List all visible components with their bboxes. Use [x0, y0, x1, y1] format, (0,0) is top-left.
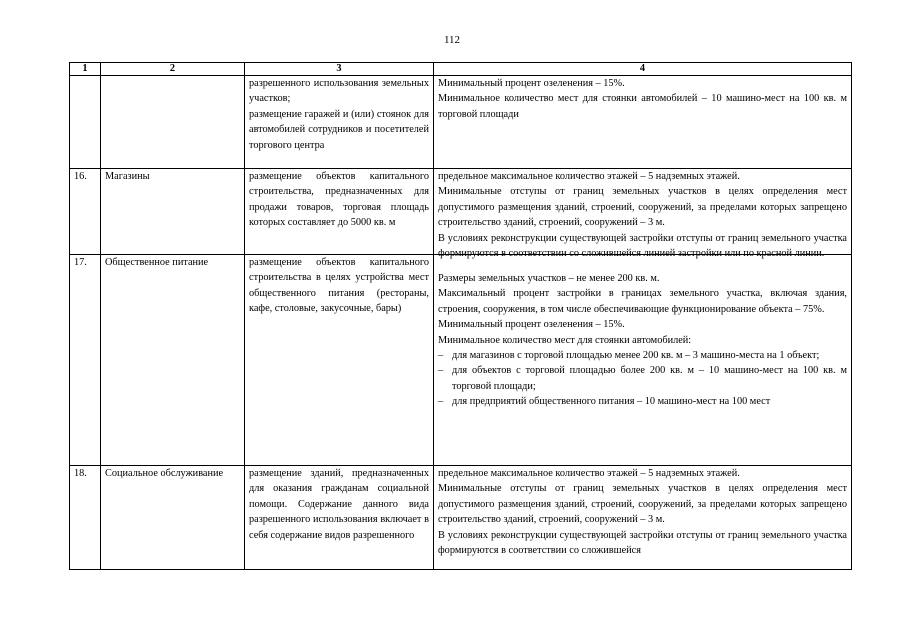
cell-parameters	[434, 76, 852, 169]
row-name: Социальное обслуживание	[101, 466, 245, 570]
row-name: Магазины	[101, 169, 245, 255]
parameter-text: Минимальные отступы от границ земельных участков в целях определения мест допустимого размещения зданий, строений, сооружений, за пределами которых запрещено строительство зданий, строений, сооружений – 3 м.	[438, 483, 847, 526]
table-row	[70, 169, 852, 255]
row-name: Общественное питание	[101, 255, 245, 466]
parameter-text: Минимальный процент озеленения – 15%.	[438, 319, 625, 331]
header-col-2: 2	[101, 63, 245, 76]
description-text: размещение объектов капитального строительства в целях устройства мест общественного питания (рестораны, кафе, столовые, закусочные, бары)	[249, 257, 429, 315]
regulations-table	[69, 62, 852, 570]
parameter-text: Минимальное количество мест для стоянки автомобилей – 10 машино-мест на 100 кв. м торговой площади	[438, 93, 847, 120]
page-number: 112	[443, 34, 461, 46]
list-item	[438, 394, 847, 409]
dash-marker: –	[438, 396, 444, 408]
description-text: разрешенного использования земельных участков;	[249, 78, 429, 105]
row-number: 18.	[70, 466, 101, 570]
header-col-1: 1	[70, 63, 101, 76]
cell-description	[245, 466, 434, 570]
list-item	[438, 348, 847, 363]
cell-parameters	[434, 169, 852, 260]
description-text: размещение зданий, предназначенных для оказания гражданам социальной помощи. Содержание данного вида разрешенного использования включает в себя содержание видов разрешенного	[249, 468, 429, 541]
list-item-text: для объектов с торговой площадью более 200 кв. м – 10 машино-мест на 100 кв. м торговой площади;	[452, 365, 847, 392]
list-item-text: для магазинов с торговой площадью менее 200 кв. м – 3 машино-места на 1 объект;	[452, 350, 820, 362]
cell-parameters	[434, 466, 852, 570]
table-row	[70, 255, 852, 466]
list-item	[438, 363, 847, 394]
cell-num	[70, 76, 101, 169]
row-number: 17.	[70, 255, 101, 466]
header-row	[70, 63, 852, 76]
header-col-3: 3	[245, 63, 434, 76]
table-row	[70, 466, 852, 570]
dash-marker: –	[438, 365, 444, 377]
list-item-text: для предприятий общественного питания – 10 машино-мест на 100 мест	[452, 396, 771, 408]
row-number: 16.	[70, 169, 101, 255]
description-text: размещение гаражей и (или) стоянок для автомобилей сотрудников и посетителей торгового центра	[249, 108, 429, 151]
parameter-text: Минимальное количество мест для стоянки автомобилей:	[438, 334, 692, 346]
parameter-text: Минимальные отступы от границ земельных участков в целях определения мест допустимого размещения зданий, строений, сооружений, за пределами которых запрещено строительство зданий, строений, сооружений – 3 м.	[438, 186, 847, 229]
parameter-text: предельное максимальное количество этажей – 5 надземных этажей.	[438, 171, 740, 182]
cell-description	[245, 169, 434, 255]
description-text: размещение объектов капитального строительства, предназначенных для продажи товаров, торговая площадь которых составляет до 5000 кв. м	[249, 171, 429, 229]
cell-description	[245, 255, 434, 466]
parameter-text: Размеры земельных участков – не менее 200 кв. м.	[438, 273, 660, 284]
dash-marker: –	[438, 350, 444, 362]
parameter-text: В условиях реконструкции существующей застройки отступы от границ земельного участка формируются в соответствии со сложившейся линией застройки или по красной линии.	[438, 232, 847, 260]
cell-parameters	[434, 255, 852, 466]
cell-description	[245, 76, 434, 169]
header-col-4: 4	[434, 63, 852, 76]
parameter-text: В условиях реконструкции существующей застройки отступы от границ земельного участка формируются в соответствии со сложившейся	[438, 529, 847, 557]
parameter-text: Максимальный процент застройки в границах земельного участка, включая здания, строения, сооружения, в том числе обеспечивающие функционирование объекта – 75%.	[438, 288, 847, 315]
parameter-text: Минимальный процент озеленения – 15%.	[438, 78, 625, 89]
parameter-text: предельное максимальное количество этажей – 5 надземных этажей.	[438, 468, 740, 479]
cell-name	[101, 76, 245, 169]
table-row-continuation	[70, 76, 852, 169]
